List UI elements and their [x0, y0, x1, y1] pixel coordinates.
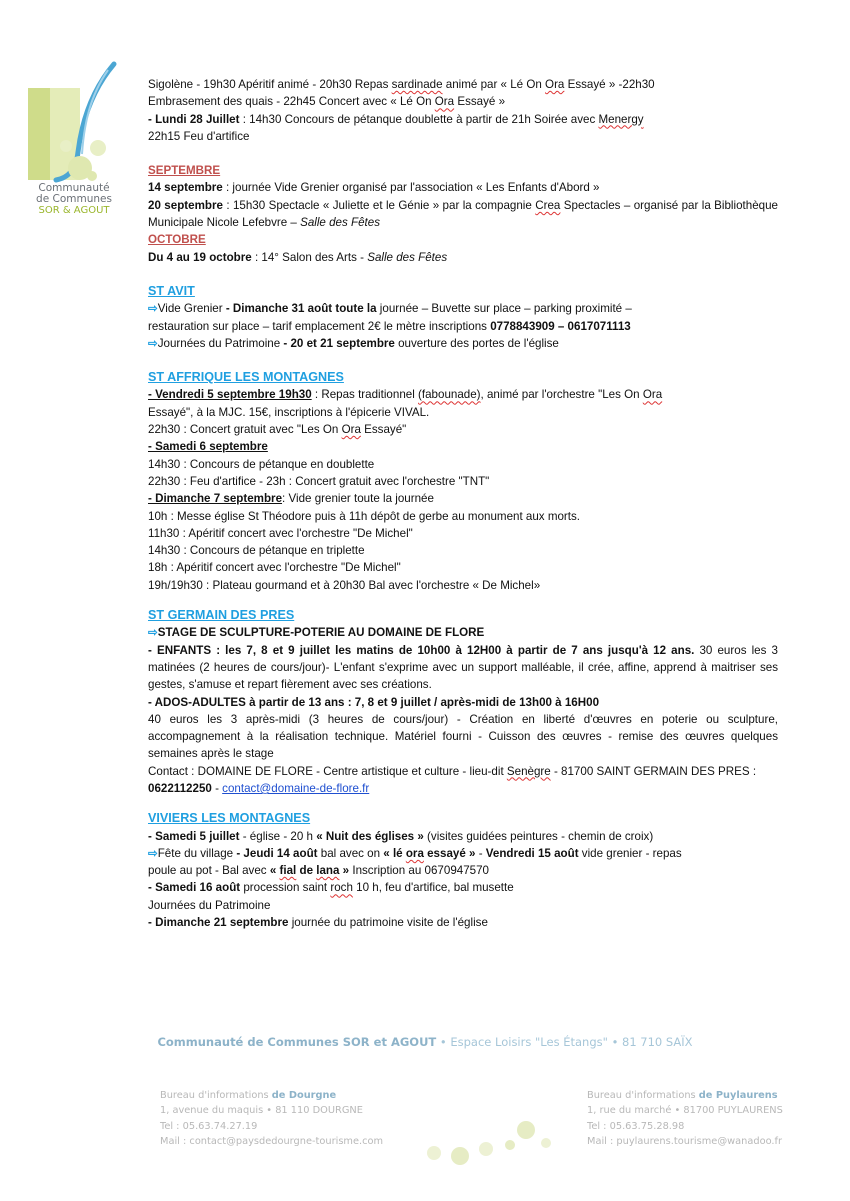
- footer-office-dourgne: Bureau d'informations de Dourgne 1, avenue du maquis • 81 110 DOURGNE Tel : 05.63.74.27.19 Mail : contact@paysdedourgne-tourisme.com: [160, 1090, 384, 1148]
- viviers-fete: ⇨Fête du village - Jeudi 14 août bal avec on « lé ora essayé » - Vendredi 15 août vide grenier - repas: [148, 846, 682, 860]
- section-heading-st-germain: ST GERMAIN DES PRES: [148, 608, 295, 623]
- st-affrique-samedi: - Samedi 6 septembre: [148, 440, 268, 454]
- viviers-patrimoine: Journées du Patrimoine: [148, 898, 271, 912]
- septembre-event-2: 20 septembre : 15h30 Spectacle « Juliette et le Génie » par la compagnie Crea Spectacles – organisé par la Bibliothèque Municipale Nicole Lefebvre – Salle des Fêtes: [148, 198, 778, 230]
- st-affrique-dimanche-4: 18h : Apéritif concert avec l'orchestre "De Michel": [148, 561, 401, 575]
- st-germain-contact: Contact : DOMAINE DE FLORE - Centre artistique et culture - lieu-dit Senègre - 81700 SAINT GERMAIN DES PRES : 0622112250 - contact@domaine-de-flore.fr: [148, 764, 757, 795]
- st-affrique-dimanche-3: 14h30 : Concours de pétanque en triplette: [148, 544, 365, 558]
- st-germain-ados: - ADOS-ADULTES à partir de 13 ans : 7, 8 et 9 juillet / après-midi de 13h00 à 16H00: [148, 695, 600, 709]
- arrow-right-icon: ⇨: [148, 626, 158, 640]
- intro-line-4: 22h15 Feu d'artifice: [148, 129, 250, 143]
- st-affrique-dimanche-2: 11h30 : Apéritif concert avec l'orchestre "De Michel": [148, 526, 413, 540]
- arrow-right-icon: ⇨: [148, 336, 158, 350]
- st-affrique-dimanche-1: 10h : Messe église St Théodore puis à 11h dépôt de gerbe au monument aux morts.: [148, 509, 581, 523]
- document-body: [148, 76, 778, 931]
- arrow-right-icon: ⇨: [148, 846, 158, 860]
- st-germain-ados-details: 40 euros les 3 après-midi (3 heures de cours/jour) - Création en liberté d'œuvres en poterie ou sculpture, accompagnement à la réalisation technique. Matériel fourni - Cuisson des œuvres - remise des œuvres quelques semaines après le stage: [148, 712, 778, 761]
- section-heading-st-affrique: ST AFFRIQUE LES MONTAGNES: [148, 370, 344, 385]
- section-heading-viviers: VIVIERS LES MONTAGNES: [148, 811, 311, 826]
- st-avit-vide-grenier: ⇨Vide Grenier - Dimanche 31 août toute la journée – Buvette sur place – parking proximité –: [148, 302, 632, 316]
- st-germain-enfants: - ENFANTS : les 7, 8 et 9 juillet les matins de 10h00 à 12H00 à partir de 7 ans jusqu'à 12 ans. 30 euros les 3 matinées (2 heures de cours/jour)- L'enfant s'exprime avec un support malléable, il crée, affine, apprend à maitriser ses gestes, s'amuse et repart fièrement avec ses créations.: [148, 643, 778, 692]
- intro-line-3: - Lundi 28 Juillet : 14h30 Concours de pétanque doublette à partir de 21h Soirée avec Menergy: [148, 112, 644, 126]
- section-heading-st-avit: ST AVIT: [148, 283, 195, 298]
- st-affrique-samedi-2: 22h30 : Feu d'artifice - 23h : Concert gratuit avec l'orchestre "TNT": [148, 474, 490, 488]
- viviers-samedi-16: - Samedi 16 août procession saint roch 10 h, feu d'artifice, bal musette: [148, 881, 514, 895]
- intro-line-2: Embrasement des quais - 22h45 Concert avec « Lé On Ora Essayé »: [148, 95, 506, 109]
- footer-office-puylaurens: Bureau d'informations de Puylaurens 1, rue du marché • 81700 PUYLAURENS Tel : 05.63.75.28.98 Mail : puylaurens.tourisme@wanadoo.fr: [587, 1090, 783, 1148]
- st-affrique-dimanche-5: 19h/19h30 : Plateau gourmand et à 20h30 Bal avec l'orchestre « De Michel»: [148, 578, 541, 592]
- footer-address: Communauté de Communes SOR et AGOUT • Espace Loisirs "Les Étangs" • 81 710 SAÏX: [157, 1035, 693, 1049]
- septembre-event-1: 14 septembre : journée Vide Grenier organisé par l'association « Les Enfants d'Abord »: [148, 181, 600, 195]
- st-avit-patrimoine: ⇨Journées du Patrimoine - 20 et 21 septembre ouverture des portes de l'église: [148, 336, 559, 350]
- footer-bubbles-decoration: [420, 1115, 560, 1170]
- st-affrique-samedi-1: 14h30 : Concours de pétanque en doublette: [148, 457, 375, 471]
- arrow-right-icon: ⇨: [148, 302, 158, 316]
- viviers-dimanche-21: - Dimanche 21 septembre journée du patrimoine visite de l'église: [148, 916, 488, 930]
- logo-text: Communauté de Communes SOR & AGOUT: [36, 182, 112, 216]
- st-affrique-dimanche: - Dimanche 7 septembre: Vide grenier toute la journée: [148, 492, 434, 506]
- contact-email-link[interactable]: contact@domaine-de-flore.fr: [222, 781, 370, 795]
- viviers-samedi-5: - Samedi 5 juillet - église - 20 h « Nuit des églises » (visites guidées peintures - chemin de croix): [148, 829, 654, 843]
- st-germain-stage: ⇨STAGE DE SCULPTURE-POTERIE AU DOMAINE DE FLORE: [148, 626, 485, 640]
- viviers-fete-2: poule au pot - Bal avec « fial de lana » Inscription au 0670947570: [148, 864, 490, 878]
- st-affrique-concert: 22h30 : Concert gratuit avec "Les On Ora Essayé": [148, 423, 407, 437]
- st-avit-vide-grenier-details: restauration sur place – tarif emplacement 2€ le mètre inscriptions 0778843909 – 0617071113: [148, 319, 631, 333]
- octobre-event-1: Du 4 au 19 octobre : 14° Salon des Arts - Salle des Fêtes: [148, 250, 448, 264]
- month-heading-septembre: SEPTEMBRE: [148, 164, 221, 178]
- month-heading-octobre: OCTOBRE: [148, 233, 206, 247]
- intro-line-1: Sigolène - 19h30 Apéritif animé - 20h30 Repas sardinade animé par « Lé On Ora Essayé » -22h30: [148, 78, 655, 91]
- st-affrique-vendredi: - Vendredi 5 septembre 19h30 : Repas traditionnel (fabounade), animé par l'orchestre "Les On Ora Essayé", à la MJC. 15€, inscriptions à l'épicerie VIVAL.: [148, 388, 663, 419]
